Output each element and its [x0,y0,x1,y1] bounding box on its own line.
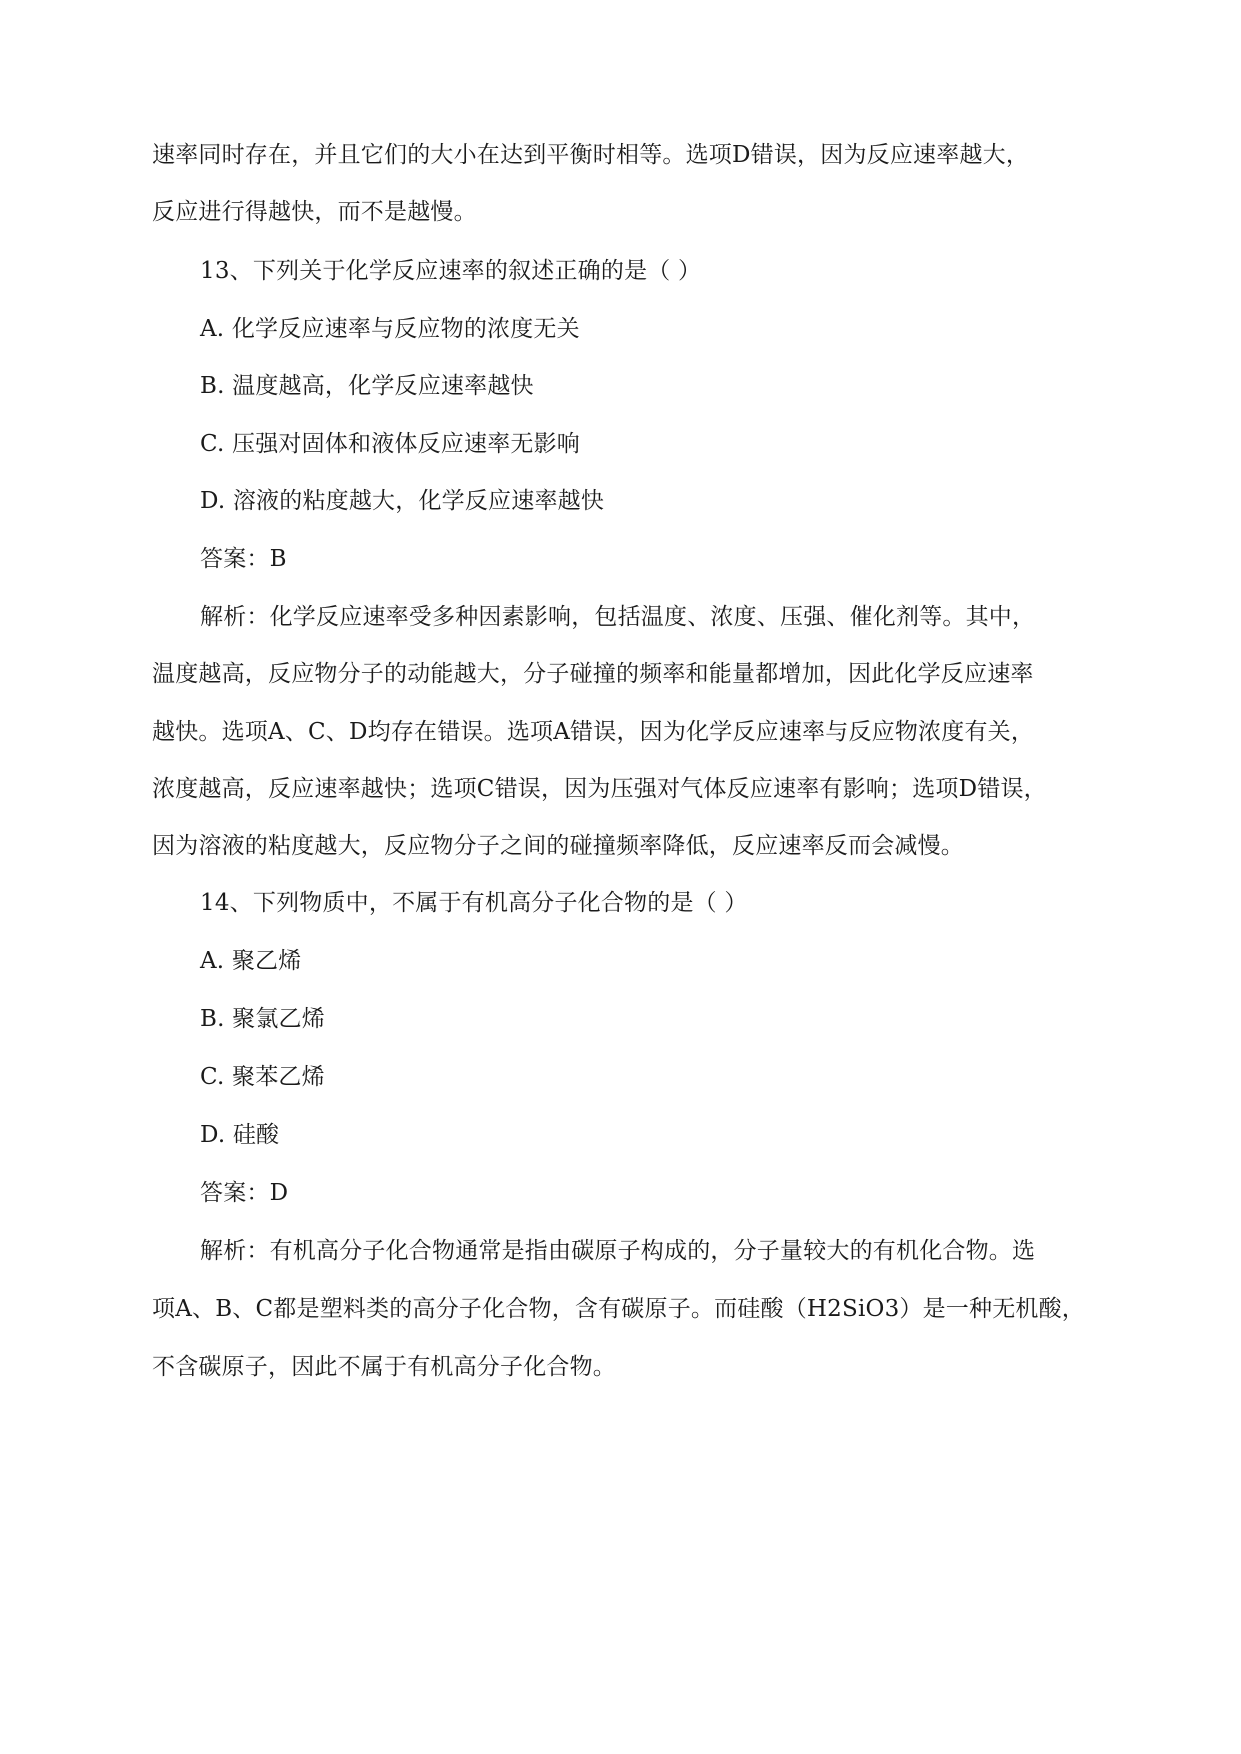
question-14-option-c: C. 聚苯乙烯 [200,1064,325,1090]
question-14-option-a: A. 聚乙烯 [200,948,302,974]
question-13-option-b: B. 温度越高，化学反应速率越快 [200,373,534,399]
question-14-option-b: B. 聚氯乙烯 [200,1006,325,1032]
text-line: 项A、B、C都是塑料类的高分子化合物，含有碳原子。而硅酸（H2SiO3）是一种无机酸， [152,1296,1086,1322]
text-line: 因为溶液的粘度越大，反应物分子之间的碰撞频率降低，反应速率反而会减慢。 [152,833,964,859]
question-13-title: 13、下列关于化学反应速率的叙述正确的是（ ） [200,258,702,284]
question-14-answer: 答案：D [200,1180,289,1206]
question-13-option-c: C. 压强对固体和液体反应速率无影响 [200,431,581,457]
question-13-answer: 答案：B [200,546,287,572]
text-line: 温度越高，反应物分子的动能越大，分子碰撞的频率和能量都增加，因此化学反应速率 [152,661,1034,687]
question-14-option-d: D. 硅酸 [200,1122,280,1148]
question-14-explanation: 解析：有机高分子化合物通常是指由碳原子构成的，分子量较大的有机化合物。选 [200,1238,1036,1264]
text-line: 越快。选项A、C、D均存在错误。选项A错误，因为化学反应速率与反应物浓度有关， [152,719,1035,745]
question-13-explanation: 解析：化学反应速率受多种因素影响，包括温度、浓度、压强、催化剂等。其中， [200,604,1036,630]
question-13-option-a: A. 化学反应速率与反应物的浓度无关 [200,316,580,342]
text-line: 不含碳原子，因此不属于有机高分子化合物。 [152,1354,616,1380]
text-line: 浓度越高，反应速率越快；选项C错误，因为压强对气体反应速率有影响；选项D错误， [152,776,1047,802]
text-line: 反应进行得越快，而不是越慢。 [152,199,477,225]
text-line: 速率同时存在，并且它们的大小在达到平衡时相等。选项D错误，因为反应速率越大， [152,142,1030,168]
question-13-option-d: D. 溶液的粘度越大，化学反应速率越快 [200,488,605,514]
question-14-title: 14、下列物质中，不属于有机高分子化合物的是（ ） [200,890,748,916]
